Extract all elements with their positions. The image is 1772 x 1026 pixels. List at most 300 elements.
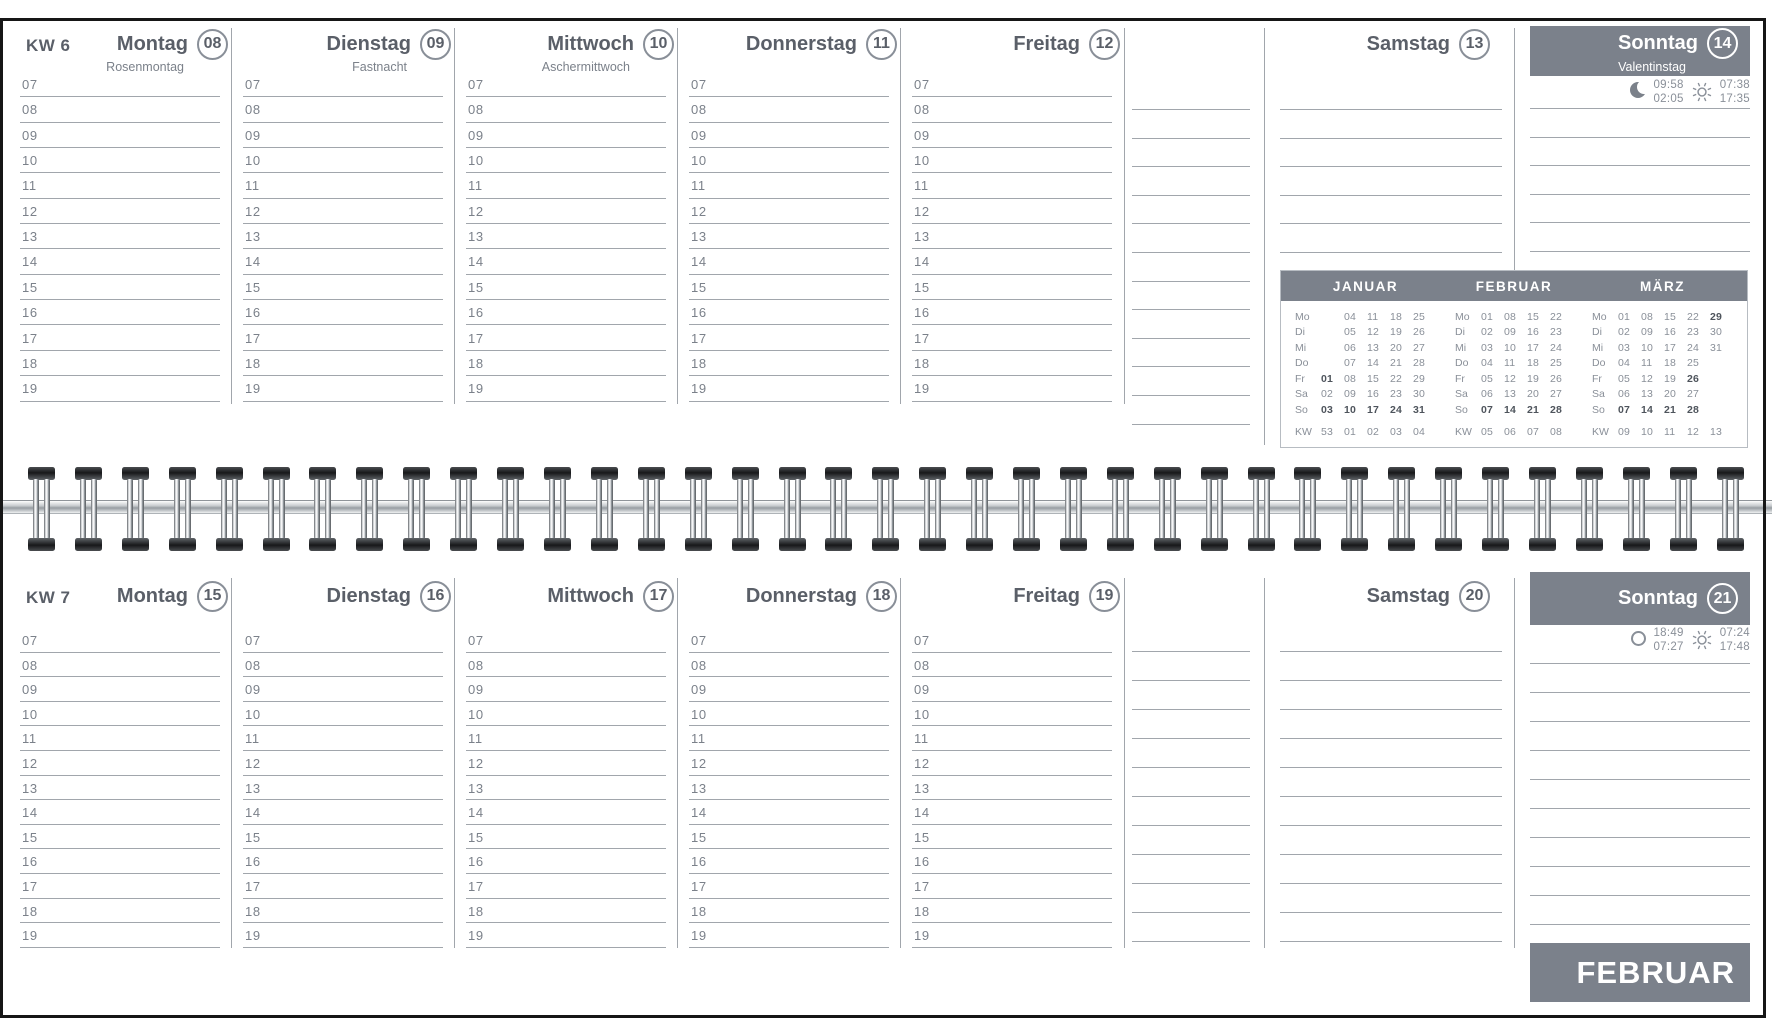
- hour-row: [20, 825, 220, 850]
- hour-row: [689, 751, 889, 776]
- mini-calendar-date-cell: 18: [1664, 357, 1677, 370]
- binding-coil: [169, 467, 196, 551]
- moon-rise-time: 18:49: [1653, 627, 1684, 639]
- hour-label: 14: [468, 254, 484, 270]
- mini-calendar-date-cell: 25: [1413, 310, 1426, 323]
- hour-row: [243, 800, 443, 825]
- hour-label: 18: [914, 903, 930, 919]
- day-number-circle: 11: [866, 29, 897, 60]
- mini-calendar-day-label: Fr: [1455, 372, 1465, 385]
- coil-wires: [1628, 479, 1645, 539]
- hour-label: 17: [914, 879, 930, 894]
- binding-coil: [1717, 467, 1744, 551]
- hour-label: 16: [245, 854, 261, 870]
- hour-row: [912, 376, 1112, 401]
- hour-row: [466, 800, 666, 825]
- note-line: [1132, 337, 1250, 339]
- sun-times: [1720, 79, 1750, 106]
- hour-row: [243, 776, 443, 801]
- hour-label: 15: [22, 279, 38, 295]
- coil-wire: [643, 479, 649, 539]
- mini-calendar-week-number: 06: [1504, 426, 1517, 439]
- coil-wire: [830, 479, 836, 539]
- day-header: [466, 578, 674, 614]
- column-divider: [1124, 578, 1125, 948]
- hour-label: 17: [468, 879, 484, 894]
- mini-calendar-date-cell: 27: [1550, 388, 1563, 401]
- binding-coil: [1670, 467, 1697, 551]
- hour-row: [912, 173, 1112, 198]
- note-line: [1280, 853, 1502, 855]
- hour-row: [912, 751, 1112, 776]
- binding-coil: [1201, 467, 1228, 551]
- mini-calendar-date-cell: 06: [1618, 388, 1631, 401]
- hour-row: [912, 628, 1112, 653]
- day-header: [912, 26, 1120, 62]
- hour-row: [466, 751, 666, 776]
- mini-calendar-date-cell: 23: [1687, 326, 1700, 339]
- day-header: [20, 26, 228, 62]
- binding-coil: [263, 467, 290, 551]
- coil-cap-bottom: [263, 538, 290, 551]
- coil-wires: [924, 479, 941, 539]
- coil-cap-bottom: [403, 538, 430, 551]
- coil-cap-bottom: [544, 538, 571, 551]
- hour-row: [243, 351, 443, 376]
- day-number-circle: 21: [1707, 583, 1738, 614]
- day-number-circle: 19: [1089, 581, 1120, 612]
- coil-wire: [466, 479, 472, 539]
- hour-row: [689, 849, 889, 874]
- day-name: Mittwoch: [547, 32, 634, 55]
- coil-wire: [737, 479, 743, 539]
- mini-calendar-month-header: FEBRUAR: [1475, 278, 1553, 294]
- hour-row: [912, 351, 1112, 376]
- hour-row: [466, 376, 666, 401]
- hour-label: 14: [691, 805, 707, 821]
- hour-label: 19: [245, 381, 261, 397]
- hour-label: 19: [245, 928, 261, 944]
- hour-label: 09: [691, 127, 707, 143]
- coil-cap-bottom: [1670, 538, 1697, 551]
- hour-label: 11: [245, 731, 260, 747]
- sunset-time: 17:48: [1719, 640, 1750, 653]
- hour-label: 09: [245, 127, 261, 143]
- hour-row: [20, 899, 220, 924]
- hour-label: 17: [22, 330, 38, 346]
- hour-label: 08: [914, 102, 930, 118]
- mini-calendar-date-cell: 06: [1344, 341, 1357, 354]
- mini-calendar-day-label: Di: [1295, 326, 1305, 339]
- mini-calendar-row: [1455, 402, 1573, 418]
- day-name: Sonntag: [1618, 32, 1698, 54]
- hour-row: [689, 224, 889, 249]
- hour-row: [912, 702, 1112, 727]
- mini-calendar-date-cell: 26: [1413, 326, 1426, 339]
- hour-label: 10: [468, 706, 484, 722]
- mini-calendar-week-number: 08: [1550, 426, 1563, 439]
- hour-label: 10: [245, 153, 261, 169]
- mini-calendar-date-cell: 23: [1550, 326, 1563, 339]
- moon-icon: [1630, 82, 1646, 98]
- sun-times: [1720, 627, 1750, 654]
- day-number-circle: 14: [1707, 28, 1738, 59]
- mini-calendar-date-cell: 07: [1481, 403, 1494, 416]
- mini-calendar-header: [1281, 271, 1747, 301]
- hour-row: [912, 123, 1112, 148]
- hour-row: [466, 899, 666, 924]
- hour-label: 13: [22, 229, 38, 245]
- mini-calendar-date-cell: 10: [1504, 341, 1517, 354]
- note-line: [1132, 222, 1250, 224]
- hour-label: 12: [22, 756, 38, 771]
- mini-calendar-row: [1592, 371, 1733, 387]
- coil-wire: [1628, 479, 1634, 539]
- hour-label: 11: [22, 178, 37, 194]
- mini-calendar-date-cell: 25: [1687, 357, 1700, 370]
- note-line: [1132, 280, 1250, 282]
- mini-calendar-month: [1592, 309, 1733, 440]
- coil-wire: [268, 479, 274, 539]
- day-number-circle: 17: [643, 581, 674, 612]
- coil-cap-bottom: [497, 538, 524, 551]
- sunday-header-box: [1530, 572, 1750, 625]
- hour-label: 13: [245, 229, 261, 245]
- coil-wire: [1592, 479, 1598, 539]
- coil-wires: [971, 479, 988, 539]
- hour-label: 10: [691, 706, 707, 722]
- coil-wires: [1487, 479, 1504, 539]
- month-label-box: FEBRUAR: [1530, 943, 1750, 1002]
- hour-row: [466, 275, 666, 300]
- hour-row: [689, 351, 889, 376]
- note-line: [1132, 194, 1250, 196]
- note-line: [1132, 766, 1250, 768]
- day-number-circle: 12: [1089, 29, 1120, 60]
- binding-coil: [122, 467, 149, 551]
- mini-calendar-date-cell: 14: [1504, 403, 1517, 416]
- day-header: [1618, 583, 1738, 614]
- coil-wires: [643, 479, 660, 539]
- mini-calendar-day-label: Di: [1455, 326, 1465, 339]
- hour-row: [466, 300, 666, 325]
- hour-row: [912, 776, 1112, 801]
- hour-label: 16: [914, 854, 930, 870]
- coil-wire: [279, 479, 285, 539]
- hour-label: 19: [914, 381, 930, 397]
- coil-wires: [1018, 479, 1035, 539]
- note-line: [1280, 222, 1502, 224]
- hour-row: [466, 173, 666, 198]
- day-header: [243, 578, 451, 614]
- coil-wire: [1217, 479, 1223, 539]
- hour-label: 16: [691, 854, 707, 870]
- coil-wire: [1029, 479, 1035, 539]
- coil-wire: [1346, 479, 1352, 539]
- moon-set-time: 02:05: [1653, 92, 1684, 105]
- coil-wires: [1065, 479, 1082, 539]
- hour-label: 11: [914, 178, 929, 194]
- mini-calendar-month-header: MÄRZ: [1640, 278, 1685, 294]
- coil-cap-bottom: [825, 538, 852, 551]
- hour-row: [20, 376, 220, 401]
- mini-calendar-day-label: Fr: [1295, 372, 1305, 385]
- coil-wires: [1206, 479, 1223, 539]
- hour-label: 08: [691, 102, 707, 118]
- hour-label: 07: [914, 77, 930, 92]
- hour-label: 12: [468, 756, 484, 771]
- note-line: [1530, 894, 1750, 896]
- mini-calendar-row: [1455, 340, 1573, 356]
- coil-cap-bottom: [779, 538, 806, 551]
- mini-calendar-kw-label: KW: [1455, 426, 1472, 439]
- hour-row: [466, 123, 666, 148]
- hour-row: [20, 173, 220, 198]
- hour-label: 12: [245, 203, 261, 219]
- sunrise-time: 07:24: [1719, 627, 1750, 639]
- mini-calendar-day-label: So: [1295, 403, 1308, 416]
- mini-calendar-date-cell: 31: [1710, 341, 1723, 354]
- mini-calendar-date-cell: 06: [1481, 388, 1494, 401]
- mini-calendar-date-cell: 22: [1390, 372, 1403, 385]
- note-line: [1132, 911, 1250, 913]
- mini-calendar-body: [1281, 301, 1747, 440]
- hour-row: [466, 628, 666, 653]
- coil-wire: [560, 479, 566, 539]
- coil-wire: [1076, 479, 1082, 539]
- moon-times: [1653, 627, 1683, 654]
- hour-row: [689, 72, 889, 97]
- hour-row: [912, 199, 1112, 224]
- binding-coil: [966, 467, 993, 551]
- hour-label: 11: [914, 731, 929, 747]
- coil-wires: [690, 479, 707, 539]
- hour-row: [243, 751, 443, 776]
- day-number-circle: 13: [1459, 29, 1490, 60]
- hour-label: 15: [245, 829, 261, 845]
- mini-calendar-date-cell: 19: [1664, 372, 1677, 385]
- hour-label: 12: [691, 203, 707, 219]
- moon-icon: [1631, 631, 1646, 646]
- day-header: [689, 26, 897, 62]
- mini-calendar-date-cell: 18: [1527, 357, 1540, 370]
- binding-coil: [1623, 467, 1650, 551]
- hour-row: [20, 628, 220, 653]
- note-line: [1530, 662, 1750, 664]
- day-name: Freitag: [1013, 584, 1080, 607]
- coil-wire: [372, 479, 378, 539]
- coil-cap-bottom: [1717, 538, 1744, 551]
- mini-calendar-day-label: Sa: [1455, 388, 1468, 401]
- hour-row: [243, 726, 443, 751]
- note-line: [1530, 193, 1750, 195]
- note-line: [1280, 737, 1502, 739]
- coil-wire: [935, 479, 941, 539]
- binding-coil: [497, 467, 524, 551]
- coil-wire: [1581, 479, 1587, 539]
- hour-row: [243, 300, 443, 325]
- hour-row: [466, 199, 666, 224]
- mini-calendar-date-cell: 09: [1641, 326, 1654, 339]
- coil-wires: [1440, 479, 1457, 539]
- note-line: [1132, 137, 1250, 139]
- hour-row: [243, 628, 443, 653]
- mini-calendar-week-number: 02: [1367, 426, 1380, 439]
- hour-row: [20, 249, 220, 274]
- column-divider: [1124, 28, 1125, 404]
- coil-wire: [841, 479, 847, 539]
- hour-label: 10: [22, 153, 38, 169]
- mini-calendar-day-label: Do: [1295, 357, 1309, 370]
- column-divider: [900, 28, 901, 404]
- mini-calendar-date-cell: 13: [1641, 388, 1654, 401]
- hour-row: [912, 249, 1112, 274]
- coil-wire: [982, 479, 988, 539]
- mini-calendar-row: [1295, 356, 1436, 372]
- hour-label: 12: [691, 756, 707, 771]
- coil-wire: [1498, 479, 1504, 539]
- mini-calendar-date-cell: 28: [1550, 403, 1563, 416]
- hour-label: 19: [22, 928, 38, 944]
- mini-calendar-date-cell: 19: [1390, 326, 1403, 339]
- hour-row: [466, 849, 666, 874]
- hour-row: [689, 899, 889, 924]
- hour-label: 07: [22, 77, 38, 92]
- mini-calendar-day-label: Mo: [1295, 310, 1310, 323]
- hour-row: [466, 653, 666, 678]
- column-divider: [231, 28, 232, 404]
- hour-row: [912, 800, 1112, 825]
- coil-cap-bottom: [1341, 538, 1368, 551]
- hour-label: 16: [22, 305, 38, 321]
- coil-wire: [361, 479, 367, 539]
- mini-calendar-date-cell: 18: [1390, 310, 1403, 323]
- coil-wire: [80, 479, 86, 539]
- binding-coil: [638, 467, 665, 551]
- hour-row: [243, 874, 443, 899]
- binding-coil: [872, 467, 899, 551]
- coil-wire: [971, 479, 977, 539]
- day-number-circle: 20: [1459, 581, 1490, 612]
- mini-calendar-week-row: [1295, 425, 1436, 441]
- hour-label: 07: [468, 633, 484, 648]
- binding-coil: [779, 467, 806, 551]
- hour-row: [466, 923, 666, 948]
- coil-cap-bottom: [1201, 538, 1228, 551]
- mini-calendar-date-cell: 08: [1504, 310, 1517, 323]
- mini-calendar-month-header: JANUAR: [1332, 278, 1399, 294]
- hour-label: 16: [245, 305, 261, 321]
- hour-label: 13: [914, 229, 930, 245]
- binding-coil: [1248, 467, 1275, 551]
- coil-cap-bottom: [919, 538, 946, 551]
- mini-calendar-date-cell: 26: [1687, 372, 1700, 385]
- hour-label: 12: [914, 756, 930, 771]
- hour-label: 15: [691, 829, 707, 845]
- day-name: Donnerstag: [745, 584, 857, 607]
- mini-calendar-day-label: Sa: [1592, 388, 1605, 401]
- coil-wire: [1159, 479, 1165, 539]
- column-divider: [1514, 578, 1515, 948]
- hour-label: 14: [914, 254, 930, 270]
- binding-coil: [1294, 467, 1321, 551]
- hour-label: 18: [468, 903, 484, 919]
- hour-label: 09: [468, 127, 484, 143]
- note-line: [1280, 795, 1502, 797]
- binding-coil: [1576, 467, 1603, 551]
- coil-cap-bottom: [1154, 538, 1181, 551]
- hour-row: [243, 702, 443, 727]
- mini-calendar-date-cell: 17: [1527, 341, 1540, 354]
- day-number-circle: 09: [420, 29, 451, 60]
- coil-wires: [80, 479, 97, 539]
- coil-cap-bottom: [1060, 538, 1087, 551]
- hour-label: 13: [691, 229, 707, 245]
- mini-calendar-date-cell: 07: [1618, 403, 1631, 416]
- mini-calendar-kw-label: KW: [1295, 426, 1312, 439]
- hour-row: [912, 97, 1112, 122]
- hour-label: 15: [22, 829, 38, 845]
- mini-calendar-day-label: Fr: [1592, 372, 1602, 385]
- coil-wires: [127, 479, 144, 539]
- hour-label: 07: [914, 633, 930, 648]
- hour-row: [20, 726, 220, 751]
- hour-label: 15: [914, 279, 930, 295]
- binding-coil: [1388, 467, 1415, 551]
- hour-row: [689, 923, 889, 948]
- hour-label: 18: [22, 355, 38, 371]
- coil-wire: [784, 479, 790, 539]
- day-header: [912, 578, 1120, 614]
- hour-row: [20, 849, 220, 874]
- day-subtitle: Fastnacht: [352, 60, 407, 74]
- note-line: [1530, 107, 1750, 109]
- mini-calendar-date-cell: 02: [1321, 388, 1334, 401]
- mini-calendar-row: [1455, 309, 1573, 325]
- coil-wires: [784, 479, 801, 539]
- mini-calendar-date-cell: 01: [1321, 372, 1334, 385]
- sun-icon: [1691, 629, 1713, 651]
- note-line: [1530, 836, 1750, 838]
- hour-label: 19: [691, 928, 707, 944]
- note-line: [1530, 807, 1750, 809]
- mini-calendar-date-cell: 27: [1413, 341, 1426, 354]
- hour-label: 10: [914, 153, 930, 169]
- hour-row: [912, 224, 1112, 249]
- coil-wire: [314, 479, 320, 539]
- sunrise-time: 07:38: [1719, 79, 1750, 91]
- hour-label: 17: [468, 330, 484, 346]
- hour-label: 09: [691, 682, 707, 698]
- hour-row: [912, 849, 1112, 874]
- hour-label: 13: [914, 780, 930, 796]
- coil-wires: [596, 479, 613, 539]
- mini-calendar-row: [1455, 387, 1573, 403]
- hour-row: [243, 923, 443, 948]
- hour-row: [912, 72, 1112, 97]
- coil-wires: [737, 479, 754, 539]
- coil-wire: [1440, 479, 1446, 539]
- coil-cap-bottom: [591, 538, 618, 551]
- mini-calendar-row: [1295, 309, 1436, 325]
- note-line: [1530, 720, 1750, 722]
- hour-row: [20, 72, 220, 97]
- note-line: [1530, 749, 1750, 751]
- binding-coil: [216, 467, 243, 551]
- hour-label: 18: [691, 903, 707, 919]
- coil-cap-bottom: [1294, 538, 1321, 551]
- coil-wire: [502, 479, 508, 539]
